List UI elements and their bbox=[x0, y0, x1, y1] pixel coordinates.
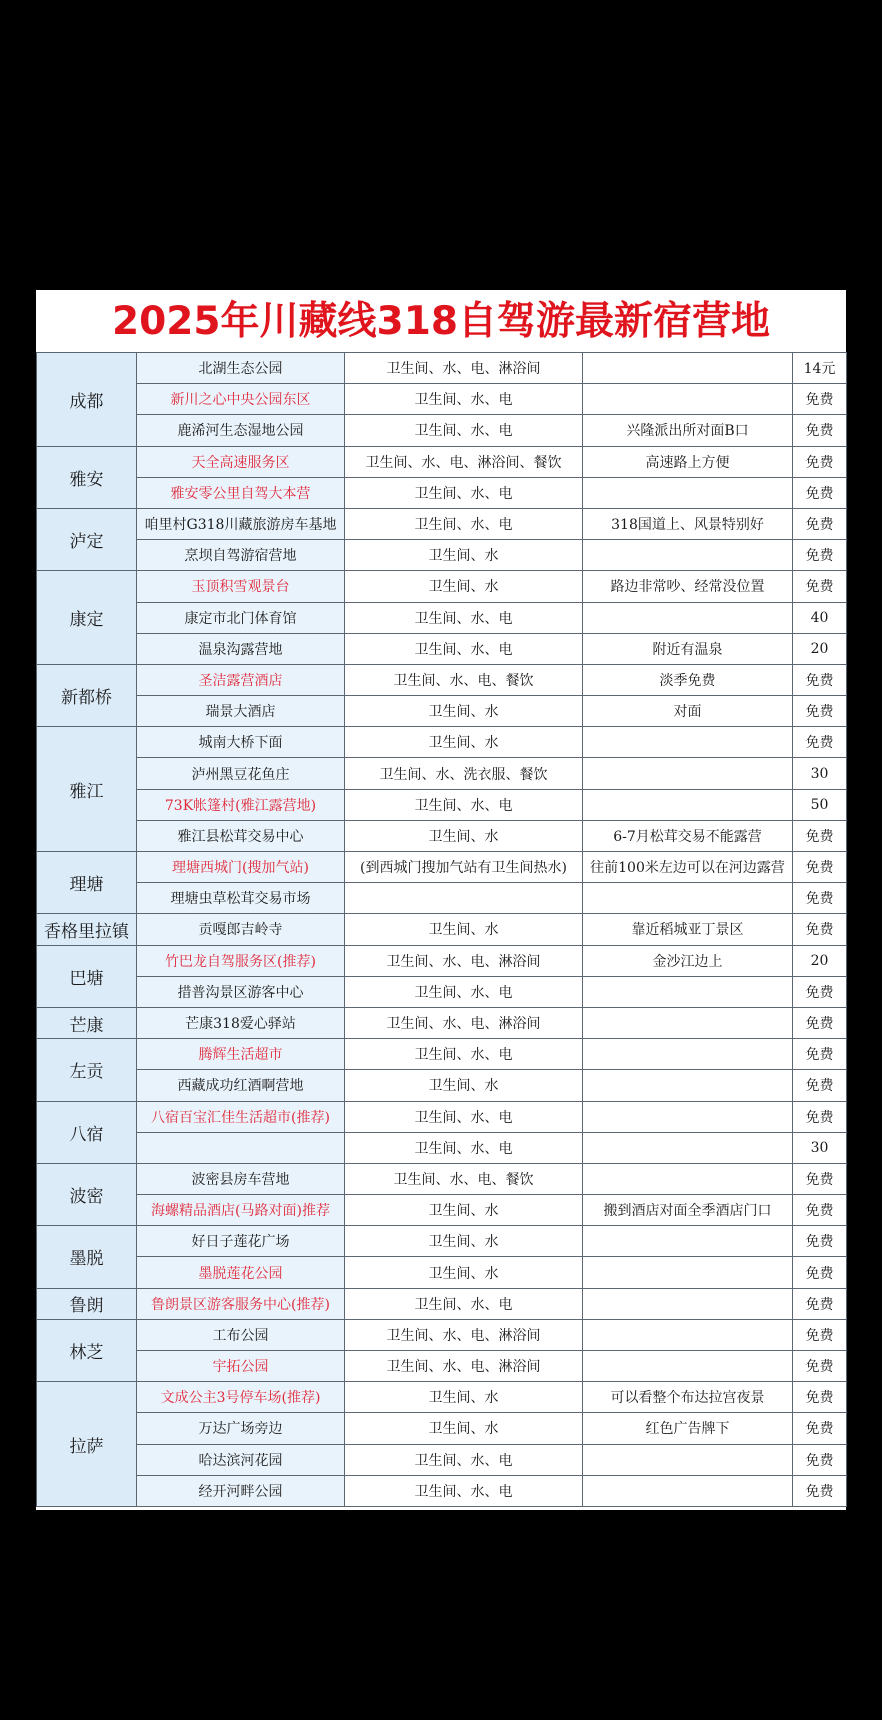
table-row bbox=[37, 852, 847, 883]
note-cell: 往前100米左边可以在河边露营 bbox=[583, 852, 793, 883]
campsite-name-cell: 康定市北门体育馆 bbox=[137, 602, 345, 633]
table-row bbox=[37, 1007, 847, 1038]
note-cell: 金沙江边上 bbox=[583, 945, 793, 976]
facilities-cell: 卫生间、水、电 bbox=[345, 384, 583, 415]
note-cell bbox=[583, 353, 793, 384]
campsite-name-cell: 烹坝自驾游宿营地 bbox=[137, 540, 345, 571]
price-cell: 免费 bbox=[793, 1257, 847, 1288]
table-row bbox=[37, 758, 847, 789]
campsite-name-cell: 咱里村G318川藏旅游房车基地 bbox=[137, 508, 345, 539]
facilities-cell: 卫生间、水、电 bbox=[345, 508, 583, 539]
facilities-cell: 卫生间、水、电、淋浴间 bbox=[345, 353, 583, 384]
note-cell: 318国道上、风景特别好 bbox=[583, 508, 793, 539]
campsite-name-cell: 八宿百宝汇佳生活超市(推荐) bbox=[137, 1101, 345, 1132]
note-cell bbox=[583, 1163, 793, 1194]
price-cell: 免费 bbox=[793, 696, 847, 727]
note-cell: 搬到酒店对面全季酒店门口 bbox=[583, 1195, 793, 1226]
table-row bbox=[37, 415, 847, 446]
camp-table bbox=[36, 352, 847, 1507]
table-row bbox=[37, 914, 847, 945]
facilities-cell: 卫生间、水、电 bbox=[345, 1444, 583, 1475]
campsite-name-cell: 竹巴龙自驾服务区(推荐) bbox=[137, 945, 345, 976]
campsite-name-cell: 海螺精品酒店(马路对面)推荐 bbox=[137, 1195, 345, 1226]
city-cell: 左贡 bbox=[37, 1039, 137, 1101]
campsite-name-cell: 北湖生态公园 bbox=[137, 353, 345, 384]
city-cell: 拉萨 bbox=[37, 1382, 137, 1507]
facilities-cell: 卫生间、水、电 bbox=[345, 415, 583, 446]
city-cell: 泸定 bbox=[37, 508, 137, 570]
table-row bbox=[37, 1288, 847, 1319]
table-row bbox=[37, 1132, 847, 1163]
price-cell: 20 bbox=[793, 945, 847, 976]
price-cell: 免费 bbox=[793, 883, 847, 914]
note-cell: 6-7月松茸交易不能露营 bbox=[583, 820, 793, 851]
price-cell: 免费 bbox=[793, 508, 847, 539]
table-row bbox=[37, 602, 847, 633]
campsite-name-cell: 圣洁露营酒店 bbox=[137, 664, 345, 695]
note-cell bbox=[583, 1101, 793, 1132]
facilities-cell: 卫生间、水 bbox=[345, 1413, 583, 1444]
city-cell: 八宿 bbox=[37, 1101, 137, 1163]
note-cell: 淡季免费 bbox=[583, 664, 793, 695]
table-row bbox=[37, 1039, 847, 1070]
table-row bbox=[37, 633, 847, 664]
facilities-cell: 卫生间、水 bbox=[345, 696, 583, 727]
price-cell: 免费 bbox=[793, 820, 847, 851]
facilities-cell: 卫生间、水、电、餐饮 bbox=[345, 664, 583, 695]
price-cell: 免费 bbox=[793, 1039, 847, 1070]
campsite-name-cell: 鲁朗景区游客服务中心(推荐) bbox=[137, 1288, 345, 1319]
city-cell: 雅安 bbox=[37, 446, 137, 508]
note-cell bbox=[583, 384, 793, 415]
note-cell bbox=[583, 1070, 793, 1101]
price-cell: 免费 bbox=[793, 914, 847, 945]
price-cell: 免费 bbox=[793, 1475, 847, 1506]
facilities-cell: 卫生间、水、电、淋浴间 bbox=[345, 1319, 583, 1350]
campsite-name-cell: 鹿浠河生态湿地公园 bbox=[137, 415, 345, 446]
campsite-name-cell: 经开河畔公园 bbox=[137, 1475, 345, 1506]
facilities-cell: 卫生间、水、电 bbox=[345, 1475, 583, 1506]
table-row bbox=[37, 1382, 847, 1413]
campsite-name-cell bbox=[137, 1132, 345, 1163]
note-cell bbox=[583, 1319, 793, 1350]
price-cell: 免费 bbox=[793, 540, 847, 571]
price-cell: 免费 bbox=[793, 976, 847, 1007]
note-cell bbox=[583, 1257, 793, 1288]
campsite-name-cell: 雅江县松茸交易中心 bbox=[137, 820, 345, 851]
table-row bbox=[37, 446, 847, 477]
facilities-cell: 卫生间、水、电 bbox=[345, 1101, 583, 1132]
campsite-name-cell: 泸州黑豆花鱼庄 bbox=[137, 758, 345, 789]
price-cell: 免费 bbox=[793, 446, 847, 477]
campsite-name-cell: 玉顶积雪观景台 bbox=[137, 571, 345, 602]
facilities-cell: 卫生间、水、电 bbox=[345, 633, 583, 664]
price-cell: 免费 bbox=[793, 1101, 847, 1132]
table-row bbox=[37, 883, 847, 914]
note-cell bbox=[583, 883, 793, 914]
table-row bbox=[37, 1257, 847, 1288]
campsite-name-cell: 宇拓公园 bbox=[137, 1351, 345, 1382]
note-cell bbox=[583, 1475, 793, 1506]
page-title: 2025年川藏线318自驾游最新宿营地 bbox=[112, 299, 770, 344]
facilities-cell: 卫生间、水、电 bbox=[345, 1132, 583, 1163]
price-cell: 免费 bbox=[793, 1413, 847, 1444]
note-cell bbox=[583, 1288, 793, 1319]
price-cell: 免费 bbox=[793, 571, 847, 602]
table-row bbox=[37, 1070, 847, 1101]
facilities-cell: 卫生间、水、电、餐饮 bbox=[345, 1163, 583, 1194]
table-row bbox=[37, 508, 847, 539]
table-row bbox=[37, 353, 847, 384]
price-cell: 免费 bbox=[793, 1226, 847, 1257]
campsite-name-cell: 波密县房车营地 bbox=[137, 1163, 345, 1194]
note-cell bbox=[583, 789, 793, 820]
city-cell: 新都桥 bbox=[37, 664, 137, 726]
table-row bbox=[37, 976, 847, 1007]
note-cell: 对面 bbox=[583, 696, 793, 727]
table-row bbox=[37, 477, 847, 508]
facilities-cell: 卫生间、水 bbox=[345, 1257, 583, 1288]
campsite-name-cell: 万达广场旁边 bbox=[137, 1413, 345, 1444]
note-cell bbox=[583, 477, 793, 508]
city-cell: 芒康 bbox=[37, 1007, 137, 1038]
table-row bbox=[37, 727, 847, 758]
price-cell: 免费 bbox=[793, 727, 847, 758]
table-row bbox=[37, 696, 847, 727]
campsite-name-cell: 城南大桥下面 bbox=[137, 727, 345, 758]
table-row bbox=[37, 945, 847, 976]
note-cell bbox=[583, 1444, 793, 1475]
price-cell: 免费 bbox=[793, 415, 847, 446]
note-cell bbox=[583, 1351, 793, 1382]
table-row bbox=[37, 1351, 847, 1382]
facilities-cell: 卫生间、水、电 bbox=[345, 976, 583, 1007]
price-cell: 免费 bbox=[793, 1444, 847, 1475]
note-cell bbox=[583, 758, 793, 789]
table-row bbox=[37, 540, 847, 571]
note-cell: 可以看整个布达拉宫夜景 bbox=[583, 1382, 793, 1413]
price-cell: 免费 bbox=[793, 1007, 847, 1038]
note-cell: 靠近稻城亚丁景区 bbox=[583, 914, 793, 945]
price-cell: 50 bbox=[793, 789, 847, 820]
table-row bbox=[37, 1226, 847, 1257]
table-row bbox=[37, 571, 847, 602]
price-cell: 免费 bbox=[793, 664, 847, 695]
campsite-name-cell: 瑞景大酒店 bbox=[137, 696, 345, 727]
city-cell: 墨脱 bbox=[37, 1226, 137, 1288]
facilities-cell: 卫生间、水 bbox=[345, 820, 583, 851]
campsite-name-cell: 腾辉生活超市 bbox=[137, 1039, 345, 1070]
city-cell: 成都 bbox=[37, 353, 137, 447]
facilities-cell: 卫生间、水 bbox=[345, 914, 583, 945]
facilities-cell: 卫生间、水 bbox=[345, 727, 583, 758]
campsite-name-cell: 理塘西城门(搜加气站) bbox=[137, 852, 345, 883]
campsite-name-cell: 理塘虫草松茸交易市场 bbox=[137, 883, 345, 914]
facilities-cell: 卫生间、水、电 bbox=[345, 602, 583, 633]
table-row bbox=[37, 1319, 847, 1350]
campsite-name-cell: 雅安零公里自驾大本营 bbox=[137, 477, 345, 508]
note-cell: 兴隆派出所对面B口 bbox=[583, 415, 793, 446]
note-cell bbox=[583, 1007, 793, 1038]
facilities-cell: 卫生间、水、电、淋浴间 bbox=[345, 1007, 583, 1038]
note-cell: 高速路上方便 bbox=[583, 446, 793, 477]
note-cell bbox=[583, 727, 793, 758]
campsite-name-cell: 73K帐篷村(雅江露营地) bbox=[137, 789, 345, 820]
table-row bbox=[37, 820, 847, 851]
city-cell: 香格里拉镇 bbox=[37, 914, 137, 945]
note-cell bbox=[583, 976, 793, 1007]
facilities-cell: 卫生间、水、电 bbox=[345, 789, 583, 820]
table-row bbox=[37, 1195, 847, 1226]
campsite-name-cell: 好日子莲花广场 bbox=[137, 1226, 345, 1257]
facilities-cell: 卫生间、水 bbox=[345, 1070, 583, 1101]
campsite-name-cell: 天全高速服务区 bbox=[137, 446, 345, 477]
price-cell: 30 bbox=[793, 758, 847, 789]
price-cell: 免费 bbox=[793, 1382, 847, 1413]
facilities-cell: 卫生间、水、洗衣服、餐饮 bbox=[345, 758, 583, 789]
note-cell bbox=[583, 1226, 793, 1257]
facilities-cell: 卫生间、水 bbox=[345, 571, 583, 602]
facilities-cell bbox=[345, 883, 583, 914]
table-row bbox=[37, 789, 847, 820]
campsite-name-cell: 文成公主3号停车场(推荐) bbox=[137, 1382, 345, 1413]
table-row bbox=[37, 664, 847, 695]
city-cell: 巴塘 bbox=[37, 945, 137, 1007]
price-cell: 免费 bbox=[793, 1351, 847, 1382]
campsite-name-cell: 墨脱莲花公园 bbox=[137, 1257, 345, 1288]
campsite-name-cell: 新川之心中央公园东区 bbox=[137, 384, 345, 415]
campsite-name-cell: 工布公园 bbox=[137, 1319, 345, 1350]
price-cell: 免费 bbox=[793, 1319, 847, 1350]
campsite-name-cell: 芒康318爱心驿站 bbox=[137, 1007, 345, 1038]
facilities-cell: 卫生间、水、电 bbox=[345, 1039, 583, 1070]
facilities-cell: 卫生间、水、电、淋浴间、餐饮 bbox=[345, 446, 583, 477]
facilities-cell: 卫生间、水、电、淋浴间 bbox=[345, 945, 583, 976]
facilities-cell: 卫生间、水、电 bbox=[345, 477, 583, 508]
facilities-cell: 卫生间、水、电 bbox=[345, 1288, 583, 1319]
price-cell: 免费 bbox=[793, 477, 847, 508]
price-cell: 免费 bbox=[793, 852, 847, 883]
note-cell bbox=[583, 602, 793, 633]
facilities-cell: 卫生间、水 bbox=[345, 1382, 583, 1413]
table-row bbox=[37, 1475, 847, 1506]
city-cell: 林芝 bbox=[37, 1319, 137, 1381]
campsite-name-cell: 贡嘎郎吉岭寺 bbox=[137, 914, 345, 945]
city-cell: 康定 bbox=[37, 571, 137, 665]
note-cell bbox=[583, 1039, 793, 1070]
note-cell bbox=[583, 540, 793, 571]
campsite-name-cell: 哈达滨河花园 bbox=[137, 1444, 345, 1475]
city-cell: 鲁朗 bbox=[37, 1288, 137, 1319]
price-cell: 免费 bbox=[793, 384, 847, 415]
price-cell: 免费 bbox=[793, 1195, 847, 1226]
table-row bbox=[37, 1101, 847, 1132]
campsite-name-cell: 温泉沟露营地 bbox=[137, 633, 345, 664]
facilities-cell: 卫生间、水 bbox=[345, 540, 583, 571]
table-row bbox=[37, 384, 847, 415]
price-cell: 免费 bbox=[793, 1163, 847, 1194]
note-cell bbox=[583, 1132, 793, 1163]
city-cell: 理塘 bbox=[37, 852, 137, 914]
price-cell: 免费 bbox=[793, 1288, 847, 1319]
note-cell: 附近有温泉 bbox=[583, 633, 793, 664]
facilities-cell: 卫生间、水 bbox=[345, 1195, 583, 1226]
note-cell: 红色广告牌下 bbox=[583, 1413, 793, 1444]
price-cell: 30 bbox=[793, 1132, 847, 1163]
campsite-name-cell: 措普沟景区游客中心 bbox=[137, 976, 345, 1007]
camp-sheet bbox=[36, 290, 846, 1510]
table-row bbox=[37, 1163, 847, 1194]
facilities-cell: (到西城门搜加气站有卫生间热水) bbox=[345, 852, 583, 883]
price-cell: 免费 bbox=[793, 1070, 847, 1101]
table-row bbox=[37, 1444, 847, 1475]
campsite-name-cell: 西藏成功红酒啊营地 bbox=[137, 1070, 345, 1101]
price-cell: 20 bbox=[793, 633, 847, 664]
facilities-cell: 卫生间、水、电、淋浴间 bbox=[345, 1351, 583, 1382]
note-cell: 路边非常吵、经常没位置 bbox=[583, 571, 793, 602]
city-cell: 雅江 bbox=[37, 727, 137, 852]
table-row bbox=[37, 1413, 847, 1444]
price-cell: 14元 bbox=[793, 353, 847, 384]
price-cell: 40 bbox=[793, 602, 847, 633]
facilities-cell: 卫生间、水 bbox=[345, 1226, 583, 1257]
city-cell: 波密 bbox=[37, 1163, 137, 1225]
